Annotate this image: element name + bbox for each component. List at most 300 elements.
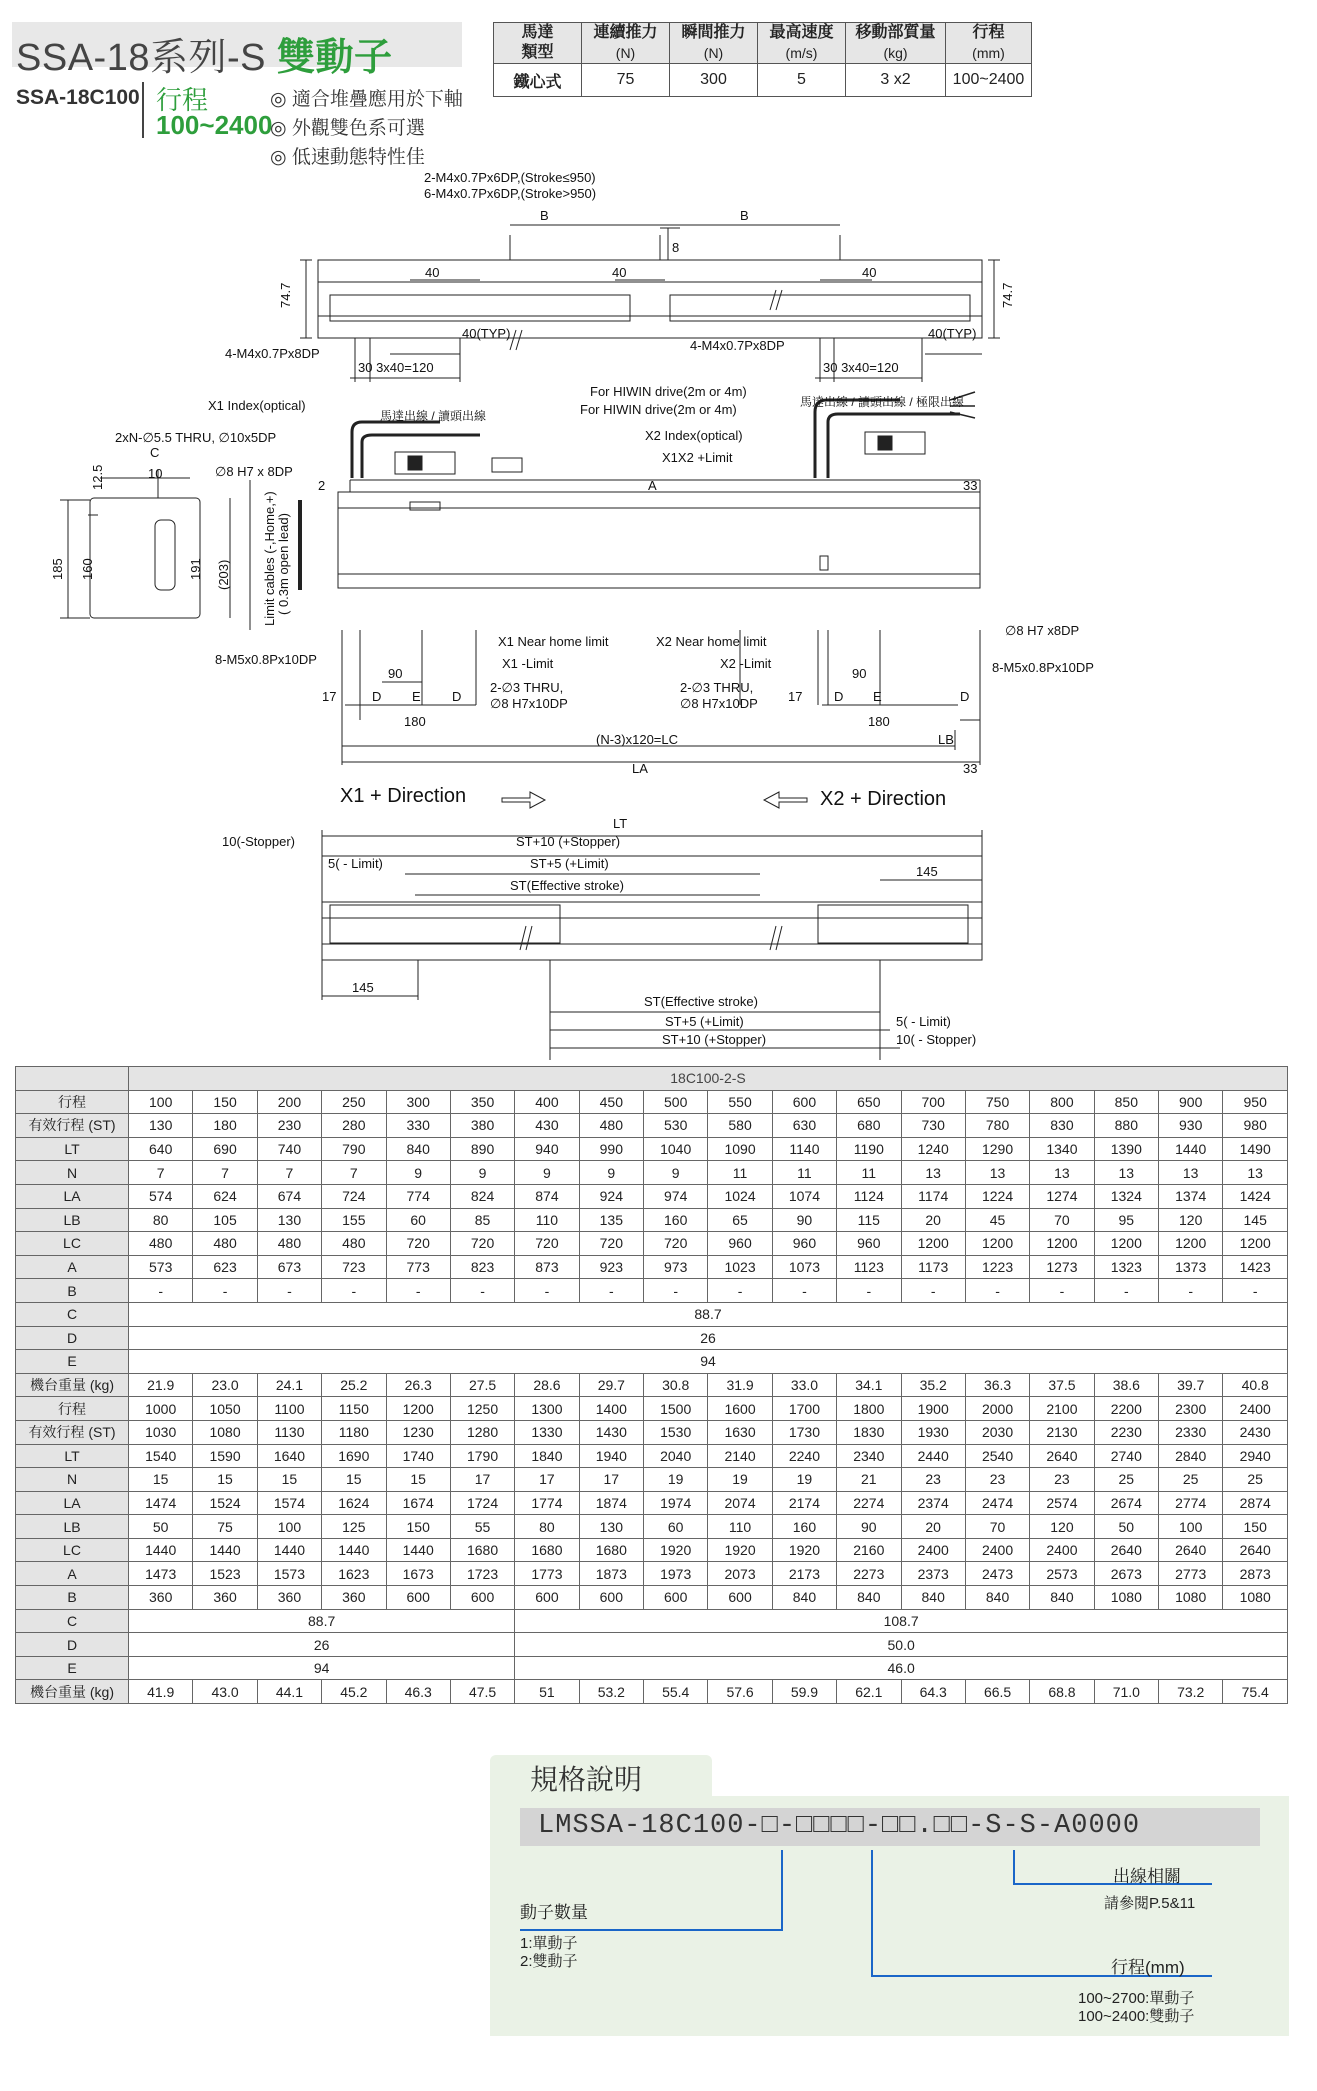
table-cell: 1200 [386, 1397, 450, 1421]
row-header: E [16, 1350, 129, 1374]
table-caption: 18C100-2-S [129, 1067, 1288, 1091]
table-cell: 780 [965, 1114, 1029, 1138]
table-cell: 1190 [837, 1137, 901, 1161]
table-cell: 15 [257, 1468, 321, 1492]
table-cell: 360 [193, 1586, 257, 1610]
table-cell: 23 [1030, 1468, 1094, 1492]
row-header: 機台重量 (kg) [16, 1680, 129, 1704]
table-cell: 2230 [1094, 1420, 1158, 1444]
table-row [16, 1208, 1288, 1232]
table-cell: 13 [965, 1161, 1029, 1185]
table-cell: 2640 [1094, 1538, 1158, 1562]
label-b2: B [740, 208, 749, 223]
row-header: N [16, 1468, 129, 1492]
table-cell: 2074 [708, 1491, 772, 1515]
label-limit-neg5: 5( - Limit) [328, 856, 383, 871]
merged-cell: 94 [129, 1350, 1288, 1374]
table-cell: 1974 [644, 1491, 708, 1515]
table-cell: 1130 [257, 1420, 321, 1444]
table-cell: 55.4 [644, 1680, 708, 1704]
table-cell: 7 [322, 1161, 386, 1185]
label-c: C [150, 445, 160, 460]
table-cell: 1680 [515, 1538, 579, 1562]
table-row [16, 1444, 1288, 1468]
table-cell: 80 [515, 1515, 579, 1539]
table-cell: - [450, 1279, 514, 1303]
label-st10: ST+10 (+Stopper) [516, 834, 621, 849]
table-cell: 974 [644, 1184, 708, 1208]
table-cell: 43.0 [193, 1680, 257, 1704]
table-cell: 550 [708, 1090, 772, 1114]
table-cell: 1973 [644, 1562, 708, 1586]
table-cell: 47.5 [450, 1680, 514, 1704]
label-oneeighty: 180 [404, 714, 426, 729]
table-cell: 15 [193, 1468, 257, 1492]
row-header: LB [16, 1515, 129, 1539]
table-cell: 960 [708, 1232, 772, 1256]
table-cell: 480 [129, 1232, 193, 1256]
table-cell: 1424 [1223, 1184, 1288, 1208]
table-cell: - [1030, 1279, 1094, 1303]
table-cell: 1374 [1159, 1184, 1223, 1208]
table-cell: 1200 [901, 1232, 965, 1256]
table-cell: 1124 [837, 1184, 901, 1208]
table-cell: 73.2 [1159, 1680, 1223, 1704]
table-cell: 1174 [901, 1184, 965, 1208]
label-h7-10dp: ∅8 H7x10DP [490, 696, 568, 711]
table-cell: 2373 [901, 1562, 965, 1586]
table-cell: 2574 [1030, 1491, 1094, 1515]
table-cell: 20 [901, 1208, 965, 1232]
label-st-eff: ST(Effective stroke) [510, 878, 624, 893]
spec-cell: 3 x2 [846, 64, 946, 97]
table-cell: 1740 [386, 1444, 450, 1468]
table-cell: 15 [386, 1468, 450, 1492]
table-cell: 450 [579, 1090, 643, 1114]
table-cell: 1830 [837, 1420, 901, 1444]
table-cell: 923 [579, 1255, 643, 1279]
table-cell: 44.1 [257, 1680, 321, 1704]
table-cell: 2073 [708, 1562, 772, 1586]
label-m4-top2: 6-M4x0.7Px6DP,(Stroke>950) [424, 186, 597, 201]
table-cell: 1240 [901, 1137, 965, 1161]
table-cell: 650 [837, 1090, 901, 1114]
table-cell: 1150 [322, 1397, 386, 1421]
table-cell: 930 [1159, 1114, 1223, 1138]
table-cell: 874 [515, 1184, 579, 1208]
label-pitch: 30 3x40=120 [358, 360, 434, 375]
table-cell: 890 [450, 1137, 514, 1161]
row-header: LA [16, 1491, 129, 1515]
table-cell: - [322, 1279, 386, 1303]
table-cell: - [837, 1279, 901, 1303]
table-cell: 430 [515, 1114, 579, 1138]
caption-blank [16, 1067, 129, 1091]
row-header: A [16, 1255, 129, 1279]
table-cell: 1340 [1030, 1137, 1094, 1161]
table-cell: 1024 [708, 1184, 772, 1208]
table-cell: 840 [772, 1586, 836, 1610]
series-name: SSA-18系列-S [16, 37, 266, 79]
label-x2-index: X2 Index(optical) [645, 428, 743, 443]
label-m4-side: 4-M4x0.7Px8DP [225, 346, 320, 361]
spec-title: 規格說明 [530, 1764, 643, 1795]
table-cell: 26.3 [386, 1373, 450, 1397]
label-x1-home: X1 Near home limit [498, 634, 609, 649]
table-row [16, 1656, 1288, 1680]
table-cell: 624 [193, 1184, 257, 1208]
table-cell: 1250 [450, 1397, 514, 1421]
row-header: D [16, 1326, 129, 1350]
cable-ref: 請參閱P.5&11 [1104, 1895, 1196, 1912]
row-header: 機台重量 (kg) [16, 1373, 129, 1397]
table-cell: 1100 [257, 1397, 321, 1421]
table-cell: 480 [193, 1232, 257, 1256]
table-cell: 29.7 [579, 1373, 643, 1397]
table-cell: 1280 [450, 1420, 514, 1444]
merged-cell: 26 [129, 1633, 515, 1657]
label-x1-limit: X1 -Limit [502, 656, 554, 671]
table-cell: 1624 [322, 1491, 386, 1515]
table-cell: 380 [450, 1114, 514, 1138]
label-thru3: 2-∅3 THRU, [490, 680, 564, 695]
table-cell: 25 [1223, 1468, 1288, 1492]
table-cell: 2400 [1030, 1538, 1094, 1562]
table-cell: 145 [1223, 1208, 1288, 1232]
table-cell: 7 [193, 1161, 257, 1185]
table-cell: 2874 [1223, 1491, 1288, 1515]
table-cell: 2400 [901, 1538, 965, 1562]
table-row [16, 1255, 1288, 1279]
table-cell: 1680 [579, 1538, 643, 1562]
table-cell: 250 [322, 1090, 386, 1114]
table-cell: 1440 [193, 1538, 257, 1562]
table-cell: 130 [257, 1208, 321, 1232]
table-cell: 2130 [1030, 1420, 1094, 1444]
table-row [16, 1137, 1288, 1161]
label-forty: 40 [862, 265, 877, 280]
table-cell: 20 [901, 1515, 965, 1539]
table-cell: 1573 [257, 1562, 321, 1586]
table-cell: 1273 [1030, 1255, 1094, 1279]
label-e: E [412, 689, 421, 704]
label-hiwin1: For HIWIN drive(2m or 4m) [590, 384, 747, 399]
table-cell: 2173 [772, 1562, 836, 1586]
table-cell: 574 [129, 1184, 193, 1208]
table-cell: 1323 [1094, 1255, 1158, 1279]
table-cell: 2740 [1094, 1444, 1158, 1468]
table-cell: 980 [1223, 1114, 1288, 1138]
table-cell: 9 [515, 1161, 579, 1185]
table-cell: 830 [1030, 1114, 1094, 1138]
label-d: D [452, 689, 462, 704]
spec-cell: 鐵心式 [494, 64, 582, 97]
table-cell: 115 [837, 1208, 901, 1232]
table-cell: 2400 [965, 1538, 1029, 1562]
table-row [16, 1538, 1288, 1562]
table-cell: 70 [1030, 1208, 1094, 1232]
technical-drawing [0, 160, 1317, 1060]
table-cell: 1090 [708, 1137, 772, 1161]
row-header: 有效行程 (ST) [16, 1420, 129, 1444]
table-cell: 7 [257, 1161, 321, 1185]
table-cell: 720 [386, 1232, 450, 1256]
merged-cell: 46.0 [515, 1656, 1288, 1680]
mover-opt2: 2:雙動子 [520, 1953, 578, 1970]
table-cell: 1040 [644, 1137, 708, 1161]
top-view-body [318, 260, 982, 338]
table-cell: 1700 [772, 1397, 836, 1421]
table-cell: 1524 [193, 1491, 257, 1515]
table-cell: 360 [129, 1586, 193, 1610]
table-cell: 50 [1094, 1515, 1158, 1539]
table-cell: 25 [1159, 1468, 1223, 1492]
label-seventeen-r: 17 [788, 689, 803, 704]
table-cell: 1123 [837, 1255, 901, 1279]
table-cell: 50 [129, 1515, 193, 1539]
table-cell: 19 [708, 1468, 772, 1492]
label-eight: 8 [672, 240, 680, 255]
table-row [16, 1680, 1288, 1704]
table-cell: 35.2 [901, 1373, 965, 1397]
table-cell: 75.4 [1223, 1680, 1288, 1704]
label-st10-2: ST+10 (+Stopper) [662, 1032, 767, 1047]
table-cell: 2330 [1159, 1420, 1223, 1444]
table-cell: 17 [450, 1468, 514, 1492]
table-row [16, 1350, 1288, 1374]
table-cell: 720 [644, 1232, 708, 1256]
table-cell: 23 [965, 1468, 1029, 1492]
label-thirtythree: 33 [963, 478, 978, 493]
table-cell: 1224 [965, 1184, 1029, 1208]
table-cell: 723 [322, 1255, 386, 1279]
label-x1-direction: X1 + Direction [340, 785, 467, 807]
spec-header: 馬達 類型 [494, 23, 582, 64]
table-cell: 2873 [1223, 1562, 1288, 1586]
label-d: D [372, 689, 382, 704]
table-cell: 300 [386, 1090, 450, 1114]
table-cell: 1324 [1094, 1184, 1158, 1208]
table-cell: 1390 [1094, 1137, 1158, 1161]
table-cell: 2774 [1159, 1491, 1223, 1515]
table-cell: 1430 [579, 1420, 643, 1444]
label-h7-8dp: ∅8 H7 x 8DP [215, 464, 293, 479]
table-cell: 960 [837, 1232, 901, 1256]
table-cell: 1530 [644, 1420, 708, 1444]
order-code: LMSSA-18C100-□-□□□□-□□.□□-S-S-A0000 [538, 1811, 1141, 1841]
stroke-mm-label: 行程(mm) [1111, 1958, 1185, 1977]
table-cell: 13 [1094, 1161, 1158, 1185]
feature-item: ◎ 低速動態特性佳 [270, 147, 425, 168]
table-cell: 2200 [1094, 1397, 1158, 1421]
merged-cell: 94 [129, 1656, 515, 1680]
table-cell: 53.2 [579, 1680, 643, 1704]
table-cell: 2640 [1223, 1538, 1288, 1562]
label-h747: 74.7 [278, 282, 293, 308]
row-header: LC [16, 1538, 129, 1562]
table-cell: 1920 [772, 1538, 836, 1562]
table-cell: 840 [965, 1586, 1029, 1610]
table-cell: 720 [450, 1232, 514, 1256]
table-cell: 1774 [515, 1491, 579, 1515]
table-cell: 17 [515, 1468, 579, 1492]
table-cell: 41.9 [129, 1680, 193, 1704]
table-cell: 57.6 [708, 1680, 772, 1704]
table-caption-row [16, 1067, 1288, 1091]
table-cell: 2160 [837, 1538, 901, 1562]
table-cell: 580 [708, 1114, 772, 1138]
table-cell: 1473 [129, 1562, 193, 1586]
table-cell: 11 [837, 1161, 901, 1185]
label-stopper-neg2: 10( - Stopper) [896, 1032, 977, 1047]
label-thirtythree-b: 33 [963, 761, 978, 776]
section-view [90, 498, 200, 618]
table-cell: 840 [386, 1137, 450, 1161]
table-cell: 7 [129, 1161, 193, 1185]
label-x1-index: X1 Index(optical) [208, 398, 306, 413]
table-cell: 750 [965, 1090, 1029, 1114]
table-cell: 1440 [129, 1538, 193, 1562]
table-cell: 1330 [515, 1420, 579, 1444]
table-cell: 19 [644, 1468, 708, 1492]
label-st-eff2: ST(Effective stroke) [644, 994, 758, 1009]
table-cell: 774 [386, 1184, 450, 1208]
table-cell: 65 [708, 1208, 772, 1232]
table-cell: 680 [837, 1114, 901, 1138]
table-cell: 60 [386, 1208, 450, 1232]
divider [142, 82, 144, 138]
table-cell: 21.9 [129, 1373, 193, 1397]
label-stopper-neg: 10(-Stopper) [222, 834, 295, 849]
table-cell: 1073 [772, 1255, 836, 1279]
stroke-label: 行程 [156, 85, 209, 115]
row-header: LT [16, 1444, 129, 1468]
table-cell: 60 [644, 1515, 708, 1539]
table-row [16, 1633, 1288, 1657]
table-cell: 600 [450, 1586, 514, 1610]
table-cell: 19 [772, 1468, 836, 1492]
table-cell: 180 [193, 1114, 257, 1138]
row-header: LB [16, 1208, 129, 1232]
table-cell: 2240 [772, 1444, 836, 1468]
table-cell: 2573 [1030, 1562, 1094, 1586]
table-cell: 21 [837, 1468, 901, 1492]
label-m5-l: 8-M5x0.8Px10DP [215, 652, 317, 667]
table-cell: 1200 [965, 1232, 1029, 1256]
mover-label: 動子數量 [520, 1903, 588, 1922]
table-row [16, 1090, 1288, 1114]
table-cell: 25 [1094, 1468, 1158, 1492]
merged-cell: 88.7 [129, 1609, 515, 1633]
table-cell: 1920 [644, 1538, 708, 1562]
label-n3: (N-3)x120=LC [596, 732, 679, 747]
table-cell: 120 [1159, 1208, 1223, 1232]
table-cell: 360 [257, 1586, 321, 1610]
table-row [16, 1302, 1288, 1326]
label-limit-neg5-2: 5( - Limit) [896, 1014, 951, 1029]
table-cell: 33.0 [772, 1373, 836, 1397]
table-cell: 1030 [129, 1420, 193, 1444]
table-cell: 1800 [837, 1397, 901, 1421]
label-ninety-r: 90 [852, 666, 867, 681]
table-cell: 2940 [1223, 1444, 1288, 1468]
table-cell: - [386, 1279, 450, 1303]
table-cell: 823 [450, 1255, 514, 1279]
table-cell: 1640 [257, 1444, 321, 1468]
table-cell: 1200 [1223, 1232, 1288, 1256]
row-header: B [16, 1279, 129, 1303]
table-cell: 1440 [257, 1538, 321, 1562]
label-m4-side-r: 4-M4x0.7Px8DP [690, 338, 785, 353]
table-cell: 110 [515, 1208, 579, 1232]
table-cell: 11 [708, 1161, 772, 1185]
table-cell: 105 [193, 1208, 257, 1232]
table-cell: 2540 [965, 1444, 1029, 1468]
table-cell: 1630 [708, 1420, 772, 1444]
table-cell: 1540 [129, 1444, 193, 1468]
table-cell: 1674 [386, 1491, 450, 1515]
table-cell: 1920 [708, 1538, 772, 1562]
table-cell: 480 [322, 1232, 386, 1256]
table-cell: 630 [772, 1114, 836, 1138]
table-cell: 85 [450, 1208, 514, 1232]
table-cell: 150 [386, 1515, 450, 1539]
table-cell: 600 [386, 1586, 450, 1610]
table-cell: 840 [901, 1586, 965, 1610]
spec-cell: 75 [582, 64, 670, 97]
table-cell: 2000 [965, 1397, 1029, 1421]
table-cell: 1074 [772, 1184, 836, 1208]
table-cell: - [708, 1279, 772, 1303]
table-row [16, 1562, 1288, 1586]
table-cell: 724 [322, 1184, 386, 1208]
table-cell: 17 [579, 1468, 643, 1492]
table-cell: 1773 [515, 1562, 579, 1586]
table-cell: 773 [386, 1255, 450, 1279]
row-header: 有效行程 (ST) [16, 1114, 129, 1138]
table-cell: 800 [1030, 1090, 1094, 1114]
table-cell: 720 [579, 1232, 643, 1256]
label-la: LA [632, 761, 648, 776]
table-cell: 27.5 [450, 1373, 514, 1397]
table-cell: 24.1 [257, 1373, 321, 1397]
table-cell: - [1094, 1279, 1158, 1303]
table-cell: 2374 [901, 1491, 965, 1515]
table-cell: 70 [965, 1515, 1029, 1539]
table-cell: 1723 [450, 1562, 514, 1586]
label-st5: ST+5 (+Limit) [530, 856, 609, 871]
table-cell: 2474 [965, 1491, 1029, 1515]
table-cell: 1930 [901, 1420, 965, 1444]
table-cell: 500 [644, 1090, 708, 1114]
drawing-svg [0, 160, 1317, 1060]
table-cell: 1574 [257, 1491, 321, 1515]
table-cell: 1080 [193, 1420, 257, 1444]
merged-cell: 26 [129, 1326, 1288, 1350]
table-row [16, 1232, 1288, 1256]
label-x2-home: X2 Near home limit [656, 634, 767, 649]
label-h7-10dp-r: ∅8 H7x10DP [680, 696, 758, 711]
table-cell: 2640 [1030, 1444, 1094, 1468]
table-cell: 2440 [901, 1444, 965, 1468]
table-cell: 1373 [1159, 1255, 1223, 1279]
label-onefortyfive-b: 145 [352, 980, 374, 995]
table-cell: 1590 [193, 1444, 257, 1468]
table-cell: 1274 [1030, 1184, 1094, 1208]
table-cell: 530 [644, 1114, 708, 1138]
table-cell: 350 [450, 1090, 514, 1114]
table-row [16, 1184, 1288, 1208]
